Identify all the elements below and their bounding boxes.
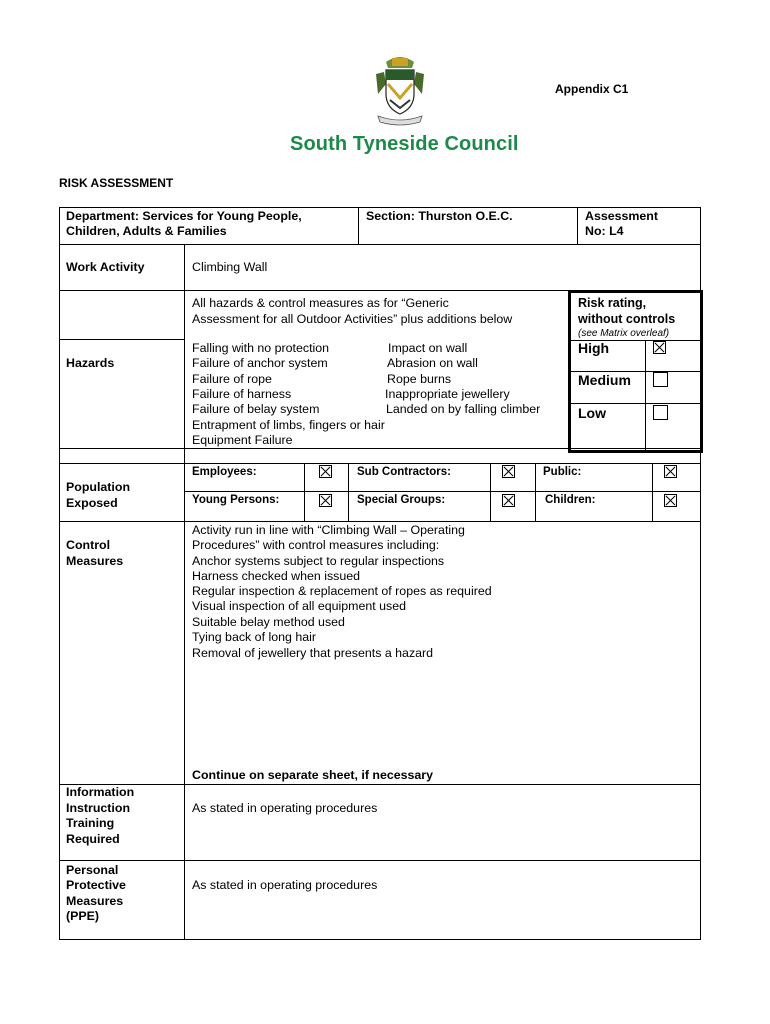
divider [59,784,701,785]
hazard-item: Inappropriate jewellery [385,387,510,401]
control-line: Visual inspection of all equipment used [192,599,406,613]
divider [59,448,701,449]
population-label-line2: Exposed [66,496,118,510]
hazard-item: Falling with no protection [192,341,330,355]
population-employees-checkbox[interactable] [319,465,332,478]
divider [577,207,578,244]
control-line: Suitable belay method used [192,615,345,629]
risk-medium-checkbox[interactable] [653,372,668,387]
risk-level-high-label: High [578,340,610,356]
divider [348,463,349,521]
population-subcontractors-label: Sub Contractors: [357,466,451,478]
control-line: Procedures” with control measures including: [192,538,440,552]
ppe-label-line: Protective [66,878,126,892]
section-label: Section: Thurston O.E.C. [366,209,513,223]
population-children-checkbox[interactable] [664,494,677,507]
council-name: South Tyneside Council [290,133,519,155]
population-special-groups-checkbox[interactable] [502,494,515,507]
work-activity-value: Climbing Wall [192,260,268,274]
appendix-label: Appendix C1 [555,82,629,96]
ppe-label-line: Measures [66,894,124,908]
risk-level-low-label: Low [578,405,606,421]
population-public-label: Public: [543,466,582,478]
divider [304,463,305,521]
table-border-top [59,207,701,208]
population-subcontractors-checkbox[interactable] [502,465,515,478]
control-line: Harness checked when issued [192,569,361,583]
hazards-intro-line1: All hazards & control measures as for “Generic [192,296,449,310]
assessment-line1: Assessment [585,209,659,223]
table-border-bottom [59,939,701,940]
divider [490,463,491,521]
table-border-left [59,207,60,940]
continue-note: Continue on separate sheet, if necessary [192,768,434,782]
information-label-line: Required [66,832,120,846]
population-employees-label: Employees: [192,466,257,478]
council-crest-logo [372,54,428,128]
divider [184,244,185,939]
ppe-label-line: Personal [66,863,119,877]
divider [59,244,701,245]
hazard-item: Landed on by falling climber [386,402,541,416]
control-line: Regular inspection & replacement of ropes as required [192,584,492,598]
ppe-value: As stated in operating procedures [192,878,378,892]
divider [184,491,701,492]
hazards-intro-line2: Assessment for all Outdoor Activities” plus additions below [192,312,513,326]
hazard-item: Entrapment of limbs, fingers or hair [192,418,385,432]
hazard-item: Equipment Failure [192,433,293,447]
information-label-line: Information [66,785,135,799]
document-title: RISK ASSESSMENT [59,176,174,190]
department-line2: Children, Adults & Families [66,224,227,238]
ppe-label-line: (PPE) [66,909,100,923]
divider [571,403,700,404]
information-label-line: Training [66,816,115,830]
control-label-line1: Control [66,538,111,552]
control-line: Tying back of long hair [192,630,316,644]
population-public-checkbox[interactable] [664,465,677,478]
population-special-groups-label: Special Groups: [357,494,446,506]
divider [59,339,185,340]
risk-rating-title-line2: without controls [578,312,676,326]
risk-high-checkbox[interactable] [653,341,666,354]
risk-rating-note: (see Matrix overleaf) [578,328,670,339]
department-line1: Department: Services for Young People, [66,209,302,223]
population-young-persons-label: Young Persons: [192,494,280,506]
hazard-item: Failure of anchor system [192,356,328,370]
information-value: As stated in operating procedures [192,801,378,815]
divider [652,463,653,521]
control-line: Activity run in line with “Climbing Wall – Operating [192,523,465,537]
population-children-label: Children: [545,494,596,506]
population-young-persons-checkbox[interactable] [319,494,332,507]
population-label-line1: Population [66,480,131,494]
hazard-item: Failure of rope [192,372,272,386]
divider [59,521,701,522]
divider [59,463,701,464]
control-line: Removal of jewellery that presents a hazard [192,646,434,660]
hazards-label: Hazards [66,356,115,370]
hazard-item: Failure of harness [192,387,292,401]
hazard-item: Abrasion on wall [387,356,478,370]
divider [645,340,646,450]
assessment-line2: No: L4 [585,224,624,238]
hazard-item: Rope burns [387,372,452,386]
risk-rating-title-line1: Risk rating, [578,296,647,310]
risk-level-medium-label: Medium [578,372,631,388]
hazard-item: Impact on wall [388,341,468,355]
divider [358,207,359,244]
work-activity-label: Work Activity [66,260,145,274]
divider [535,463,536,521]
hazard-item: Failure of belay system [192,402,320,416]
risk-low-checkbox[interactable] [653,405,668,420]
control-line: Anchor systems subject to regular inspections [192,554,445,568]
divider [59,860,701,861]
control-label-line2: Measures [66,554,124,568]
information-label-line: Instruction [66,801,131,815]
